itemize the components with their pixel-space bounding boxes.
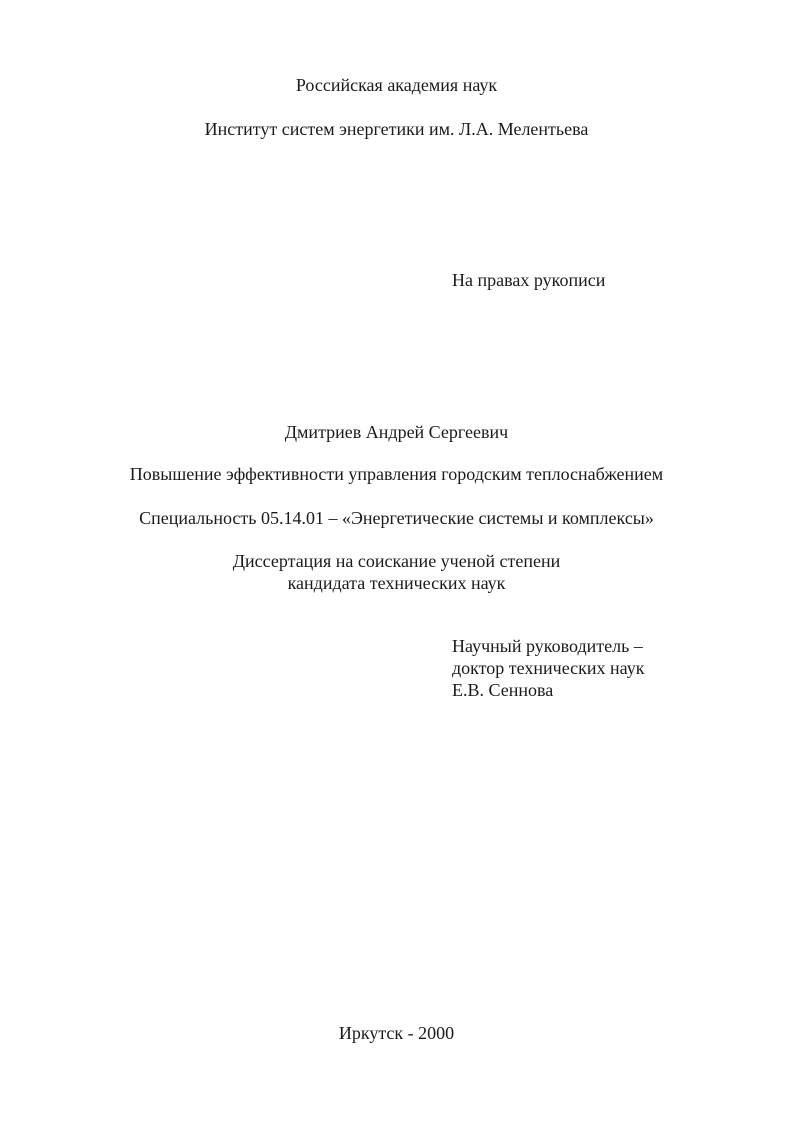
manuscript-note: На правах рукописи	[452, 270, 606, 290]
degree-line-2: кандидата технических наук	[287, 573, 506, 593]
supervisor-role: Научный руководитель –	[452, 636, 643, 656]
degree-line-1: Диссертация на соискание ученой степени	[232, 551, 561, 571]
supervisor-name: Е.В. Сеннова	[452, 680, 554, 700]
academy-name: Российская академия наук	[295, 75, 498, 95]
specialty: Специальность 05.14.01 – «Энергетические системы и комплексы»	[139, 508, 654, 528]
supervisor-degree: доктор технических наук	[452, 658, 645, 678]
dissertation-title: Повышение эффективности управления городским теплоснабжением	[129, 464, 664, 484]
institute-name: Институт систем энергетики им. Л.А. Мелентьева	[204, 119, 589, 139]
author-name: Дмитриев Андрей Сергеевич	[284, 422, 509, 442]
place-year: Иркутск - 2000	[338, 1023, 455, 1043]
